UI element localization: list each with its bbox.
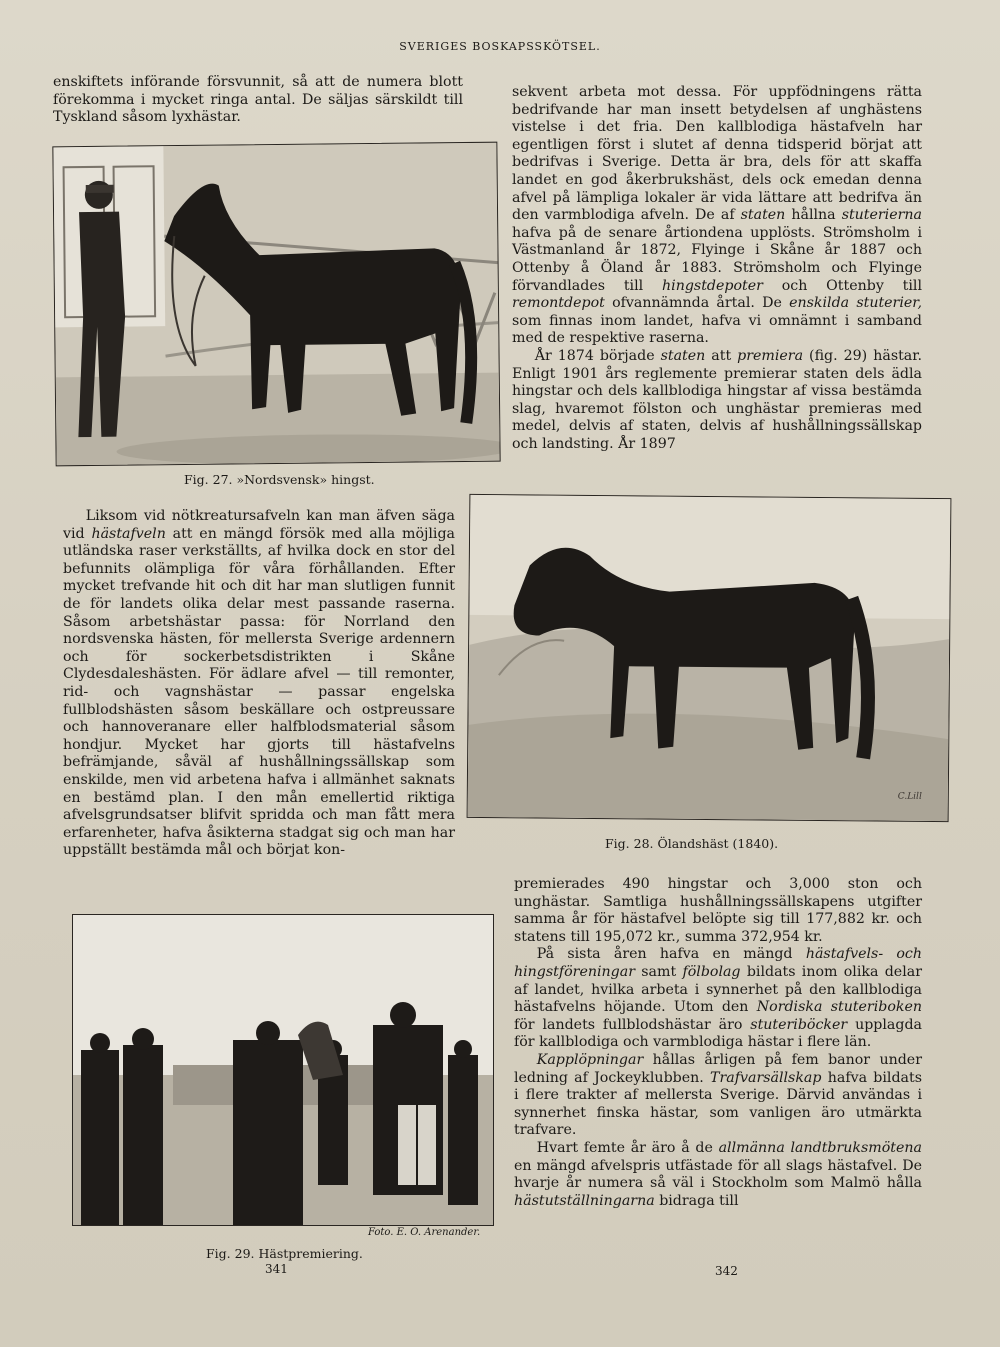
left-top-paragraph xyxy=(53,74,463,127)
right-r4-a: På sista åren hafva en mängd xyxy=(536,946,793,963)
right-r1-em4: remontdepot xyxy=(512,295,605,312)
left-top-text: enskiftets införande försvunnit, så att de numera blott förekomma i mycket ringa antal. De säljas särskildt till Tyskland såsom lyxhästar. xyxy=(53,74,463,126)
right-r6-em2: hästutställningarna xyxy=(514,1192,655,1209)
right-r4-b: samt xyxy=(641,963,677,980)
right-r5-em2: Trafvarsällskap xyxy=(710,1069,822,1086)
right-r5-a: hållas årligen på fem banor under ledning af Jockeyklubben. xyxy=(514,1051,922,1086)
right-r1-d: och Ottenby till xyxy=(781,277,922,294)
right-r1-c: hafva på de senare årtiondena upplösts. Strömsholm i Västmanland år 1872, Flyinge i Skåne år 1887 och Ottenby å Öland år 1883. Strömsholm och Flyinge förvandlades till xyxy=(512,224,922,294)
fig27-caption: Fig. 27. »Nordsvensk» hingst. xyxy=(184,472,375,487)
right-r1-b: hållna xyxy=(791,207,836,224)
fig28-photo xyxy=(467,494,952,822)
right-r5-em1: Kapplöpningar xyxy=(536,1051,644,1068)
right-r2-em1: staten xyxy=(660,347,706,364)
left-main-paragraph xyxy=(63,508,455,860)
right-r4-d: för landets fullblodshästar äro xyxy=(514,1016,743,1033)
right-r4-em1: hästafvels- och hingstföreningar xyxy=(514,946,923,980)
right-r4-em2: fölbolag xyxy=(682,963,741,980)
right-r6-c: bidraga till xyxy=(659,1192,739,1209)
right-r2-a: År 1874 började xyxy=(534,347,655,364)
right-r2-b: att xyxy=(711,347,732,364)
left-para-a-em: hästafveln xyxy=(91,525,166,542)
right-r1-em2: stuterierna xyxy=(841,207,922,224)
fig28-signature: C.Lill xyxy=(897,791,922,802)
right-top-paragraphs xyxy=(512,84,922,453)
right-r1-f: som finnas inom landet, hafva vi omnämnt i samband med de respektive raserna. xyxy=(512,312,922,347)
left-para-a: Liksom vid nötkreatursafveln kan man äfven säga vid xyxy=(63,508,455,542)
right-r1-e: ofvannämnda årtal. De xyxy=(612,295,782,312)
fig29-credit: Foto. E. O. Arenander. xyxy=(368,1227,481,1238)
running-head: SVERIGES BOSKAPSSKÖTSEL. xyxy=(399,40,601,53)
right-r1: sekvent arbeta mot dessa. För uppfödningens rätta bedrifvande har man insett betydelsen af unghästens vistelse i det fria. Den kallblodiga hästafveln har egentligen först i slutet af denna tidsperid börjat att bedrifvas i Sverige. Detta är bra, dels för att skaffa landet en god åkerbrukshäst, dels ock emedan denna afvel på lämpliga lokaler är vida lättare att bedrifva än den varmblodiga afveln. De af xyxy=(512,84,922,224)
right-r1-em1: staten xyxy=(740,207,786,224)
right-r5-b: hafva bildats i flere trakter af mellersta Sverige. Därvid användas i synnerhet finska hästar, som vanligen äro utmärkta trafvare. xyxy=(514,1069,922,1139)
right-r6-a: Hvart femte år äro å de xyxy=(536,1139,713,1156)
fig28-caption: Fig. 28. Ölandshäst (1840). xyxy=(605,836,779,851)
right-r4-em4: stuteriböcker xyxy=(750,1016,848,1033)
left-para-b: att en mängd försök med alla möjliga utländska raser verkställts, af hvilka dock en stor del befunnits olämpliga för våra förhållanden. Efter mycket trefvande hit och dit har man slutligen funnit de för landets olika delar mest passande raserna. Såsom arbetshästar passa: för Norrland den nordsvenska hästen, för mellersta Sverige ardennern och för sockerbetsdistrikten i Skåne Clydesdaleshästen. För ädlare afvel — till remonter, rid- och vagnshästar — passar engelska fullblodshästen såsom beskällare och ostpreussare och hannoveranare eller halfblodsmaterial såsom hondjur. Mycket har gjorts till hästafvelns befrämjande, såväl af hushållningssällskap som enskilde, men vid arbetena hafva i allmänhet saknats en bestämd plan. I den mån emellertid riktiga afvelsgrundsatser blifvit spridda och man fått mera erfarenheter, hafva åsikterna stadgat sig och man har uppställt bestämda mål och börjat kon- xyxy=(63,525,456,859)
right-r4-c: bildats inom olika delar af landet, hvilka arbeta i synnerhet på den kallblodiga hästafvelns höjande. Utom den xyxy=(514,963,922,1016)
right-r6-b: en mängd afvelspris utfästade för all slags hästafvel. De hvarje år numera så väl i Stockholm som Malmö hålla xyxy=(514,1157,922,1192)
fig27-horse-image xyxy=(53,143,499,466)
right-r1-em3: hingstdepoter xyxy=(662,277,763,294)
right-r6-em1: allmänna landtbruksmötena xyxy=(718,1139,922,1156)
right-r1-em5: enskilda stuterier, xyxy=(789,295,923,312)
right-bottom-paragraphs xyxy=(514,876,922,1210)
right-r4-e: upplagda för kallblodiga och varmblodiga hästar i flere län. xyxy=(514,1016,922,1051)
fig27-photo xyxy=(52,142,500,467)
right-r4-em3: Nordiska stuteriboken xyxy=(756,999,922,1016)
fig29-caption: Fig. 29. Hästpremiering. xyxy=(206,1246,363,1261)
page-number-left: 341 xyxy=(265,1262,288,1276)
page-number-right: 342 xyxy=(715,1264,738,1278)
fig29-crowd-image xyxy=(73,915,493,1225)
fig29-photo xyxy=(72,914,494,1226)
right-r2-em2: premiera xyxy=(737,347,804,364)
right-r2-c: (fig. 29) hästar. Enligt 1901 års reglemente premierar staten dels ädla hingstar och dels kallblodiga hingstar af vissa bestämda slag, hvaremot fölston och unghästar premieras med medel, delvis af staten, delvis af hushållningssällskap och landsting. År 1897 xyxy=(512,347,922,452)
right-r3: premierades 490 hingstar och 3,000 ston och unghästar. Samtliga hushållningssällskapens utgifter samma år för hästafvel belöpte sig till 177,882 kr. och statens till 195,072 kr., summa 372,954 kr. xyxy=(514,876,922,945)
fig28-horse-image xyxy=(468,495,951,821)
